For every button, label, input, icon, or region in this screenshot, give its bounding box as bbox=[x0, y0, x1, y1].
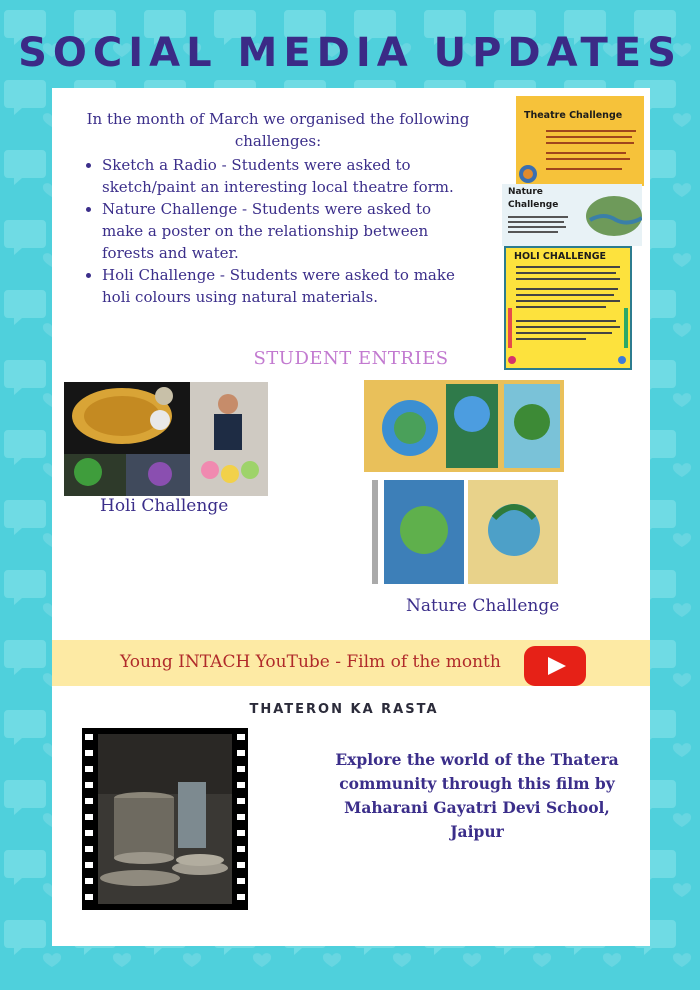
theatre-poster-title: Theatre Challenge bbox=[524, 110, 623, 121]
holi-entry-caption: Holi Challenge bbox=[100, 496, 229, 516]
challenge-item: • Holi Challenge - Students were asked to make holi colours using natural materials. bbox=[102, 264, 476, 308]
intro-lead: In the month of March we organised the following challenges: bbox=[86, 110, 470, 150]
theatre-challenge-poster bbox=[516, 96, 644, 186]
youtube-play-icon[interactable] bbox=[522, 646, 588, 686]
nature-challenge-poster bbox=[502, 184, 642, 246]
challenge-item: • Nature Challenge - Students were asked to make a poster on the relationship between forests and water. bbox=[102, 198, 476, 264]
film-description: Explore the world of the Thatera community through this film by Maharani Gayatri Devi School, Jaipur bbox=[335, 750, 619, 841]
film-strip-photo bbox=[82, 728, 248, 910]
holi-poster-title: HOLI CHALLENGE bbox=[514, 251, 607, 262]
challenge-posters bbox=[502, 96, 646, 372]
challenge-item: • Sketch a Radio - Students were asked to sketch/paint an interesting local theatre form. bbox=[102, 154, 476, 198]
challenge-list bbox=[80, 154, 476, 308]
nature-entry-caption: Nature Challenge bbox=[406, 596, 560, 616]
film-title: THATERON KA RASTA bbox=[249, 702, 439, 717]
youtube-band-text: Young INTACH YouTube - Film of the month bbox=[120, 652, 501, 672]
nature-poster-title: Nature Challenge bbox=[508, 187, 559, 210]
content-card bbox=[52, 88, 650, 946]
youtube-band bbox=[52, 640, 650, 686]
student-entries-heading: STUDENT ENTRIES bbox=[253, 348, 449, 369]
page-title: SOCIAL MEDIA UPDATES bbox=[18, 30, 682, 76]
holi-entry-photo bbox=[64, 382, 268, 496]
nature-entry-photo bbox=[364, 380, 564, 586]
intro-section bbox=[80, 108, 476, 308]
